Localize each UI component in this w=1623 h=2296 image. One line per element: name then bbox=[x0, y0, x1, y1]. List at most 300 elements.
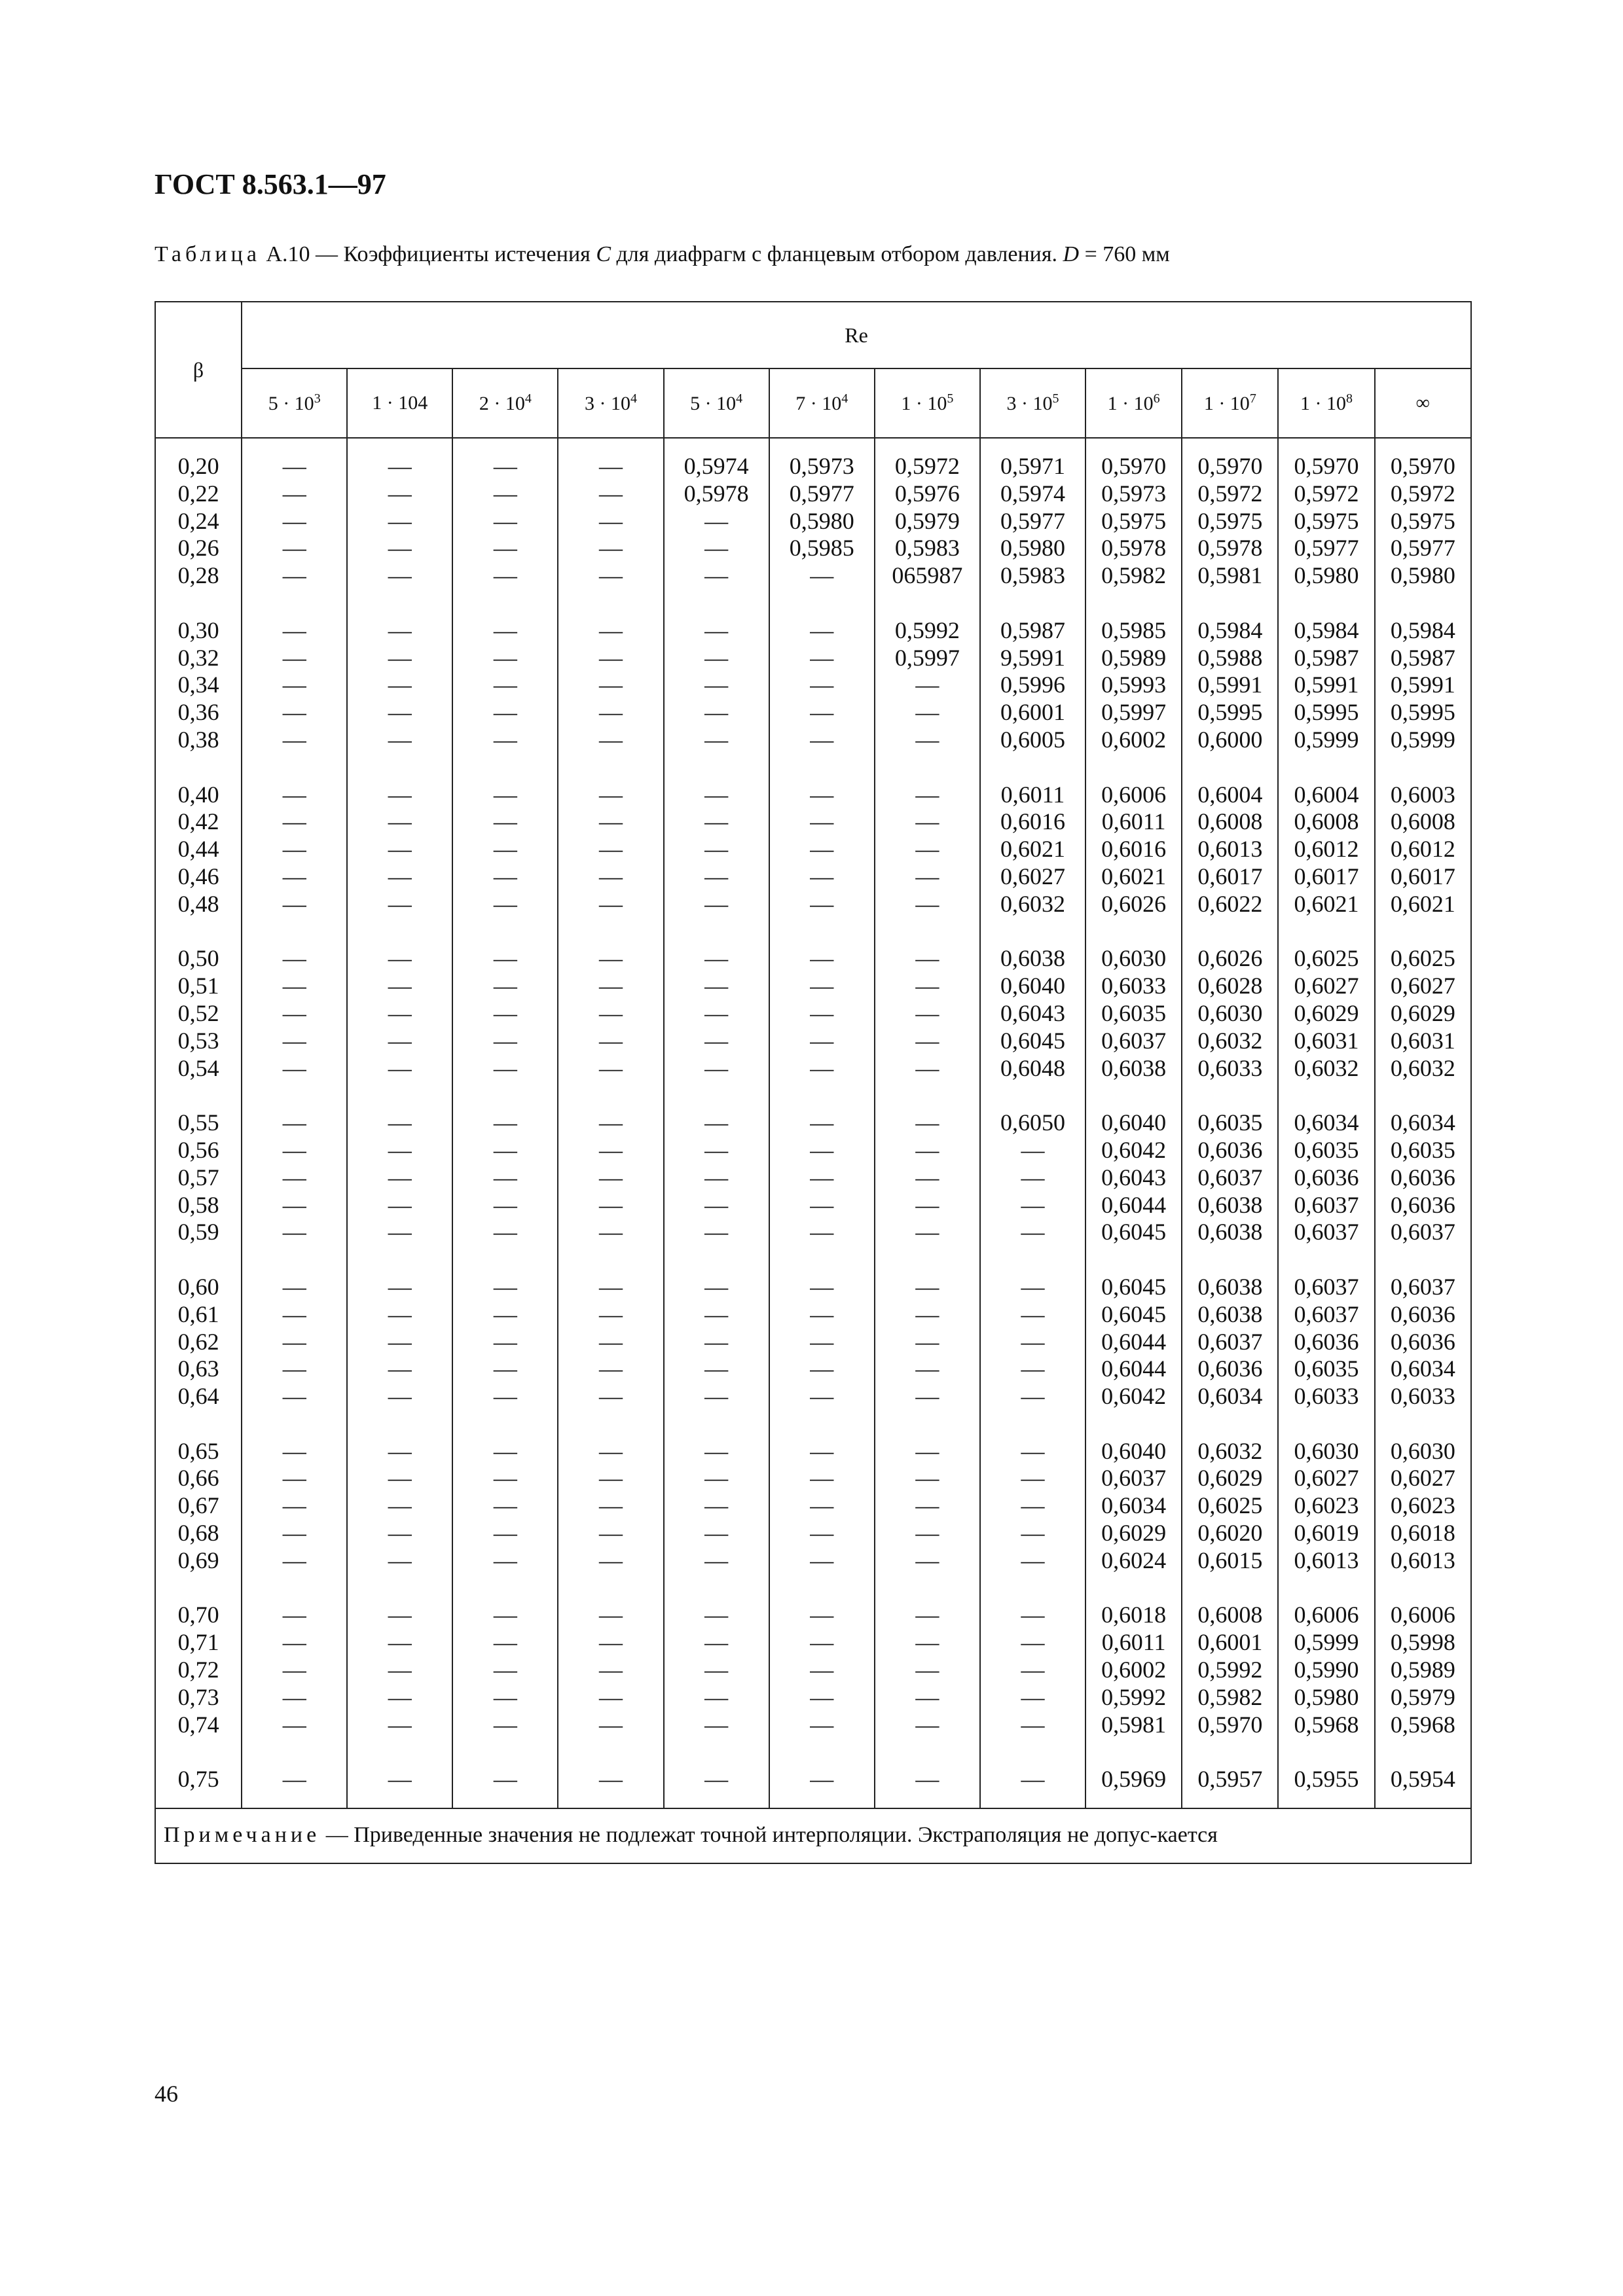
table-body-row bbox=[155, 438, 1471, 1808]
table-cell: — bbox=[388, 945, 412, 972]
table-cell: — bbox=[704, 1492, 729, 1519]
table-cell: — bbox=[915, 1629, 939, 1656]
table-cell: — bbox=[599, 945, 623, 972]
table-cell: — bbox=[915, 973, 939, 999]
table-cell: — bbox=[599, 1300, 623, 1327]
table-cell: 0,5987 bbox=[1294, 644, 1359, 671]
re-header: Re bbox=[242, 302, 1471, 368]
table-cell: — bbox=[810, 562, 834, 589]
table-cell: — bbox=[704, 1328, 729, 1355]
table-cell: 0,6017 bbox=[1390, 863, 1455, 889]
table-cell: — bbox=[915, 1683, 939, 1710]
table-cell: — bbox=[704, 973, 729, 999]
table-cell: — bbox=[704, 1273, 729, 1300]
table-cell: — bbox=[1021, 1300, 1045, 1327]
table-cell: 0,6043 bbox=[1000, 999, 1065, 1026]
table-cell: 0,6037 bbox=[1197, 1164, 1263, 1191]
table-cell: — bbox=[704, 1437, 729, 1464]
table-cell: — bbox=[704, 1355, 729, 1382]
beta-value: 0,70 bbox=[177, 1602, 219, 1628]
table-cell: 0,6036 bbox=[1390, 1328, 1455, 1355]
table-cell: — bbox=[599, 562, 623, 589]
beta-value: 0,58 bbox=[177, 1191, 219, 1218]
table-cell: 0,6021 bbox=[1294, 890, 1359, 917]
column-header bbox=[242, 368, 347, 438]
beta-value: 0,30 bbox=[177, 617, 219, 643]
table-cell: 0,6017 bbox=[1197, 863, 1263, 889]
table-cell: — bbox=[810, 1602, 834, 1628]
column-header bbox=[1375, 368, 1471, 438]
beta-value: 0,22 bbox=[177, 480, 219, 507]
table-cell: — bbox=[282, 1164, 306, 1191]
table-cell: — bbox=[810, 781, 834, 808]
table-cell: 0,5972 bbox=[894, 453, 960, 479]
table-cell: 0,5995 bbox=[1390, 699, 1455, 726]
table-cell: 0,6034 bbox=[1294, 1109, 1359, 1136]
table-cell: 0,5975 bbox=[1294, 507, 1359, 534]
table-cell: — bbox=[599, 453, 623, 479]
table-cell: — bbox=[810, 945, 834, 972]
table-cell: 0,5975 bbox=[1390, 507, 1455, 534]
beta-value: 0,24 bbox=[177, 507, 219, 534]
table-cell: 0,5978 bbox=[1197, 535, 1263, 562]
table-cell: — bbox=[599, 808, 623, 835]
table-cell: 0,6037 bbox=[1294, 1273, 1359, 1300]
table-cell: — bbox=[810, 836, 834, 863]
table-cell: — bbox=[599, 1683, 623, 1710]
table-cell: 0,6045 bbox=[1101, 1219, 1167, 1246]
table-cell: 0,5979 bbox=[1390, 1683, 1455, 1710]
table-cell: — bbox=[810, 644, 834, 671]
table-cell: 0,6027 bbox=[1294, 1465, 1359, 1492]
table-cell: 0,6004 bbox=[1197, 781, 1263, 808]
column-header-base: 2 · 10 bbox=[479, 393, 525, 414]
table-cell: — bbox=[282, 1520, 306, 1547]
table-cell: — bbox=[388, 973, 412, 999]
table-cell: — bbox=[704, 1027, 729, 1054]
column-header-exponent: 8 bbox=[1346, 391, 1353, 406]
value-column bbox=[1085, 438, 1182, 1808]
table-cell: — bbox=[493, 1164, 517, 1191]
table-cell: — bbox=[704, 1657, 729, 1683]
table-cell: — bbox=[599, 507, 623, 534]
table-cell: — bbox=[704, 1300, 729, 1327]
table-cell: — bbox=[599, 781, 623, 808]
caption-symbol-d: D bbox=[1063, 242, 1080, 266]
beta-column bbox=[155, 438, 242, 1808]
table-cell: 0,5970 bbox=[1294, 453, 1359, 479]
beta-value: 0,67 bbox=[177, 1492, 219, 1519]
beta-value: 0,40 bbox=[177, 781, 219, 808]
table-cell: 0,5990 bbox=[1294, 1657, 1359, 1683]
table-cell: 0,5980 bbox=[789, 507, 854, 534]
table-cell: — bbox=[493, 1465, 517, 1492]
table-note bbox=[155, 1808, 1471, 1863]
table-cell: — bbox=[599, 836, 623, 863]
beta-value: 0,36 bbox=[177, 699, 219, 726]
table-cell: — bbox=[1021, 1766, 1045, 1793]
table-cell: 0,6030 bbox=[1294, 1437, 1359, 1464]
column-header-exponent: 4 bbox=[524, 391, 532, 406]
table-cell: — bbox=[599, 672, 623, 698]
table-cell: 0,6008 bbox=[1197, 1602, 1263, 1628]
table-cell: — bbox=[493, 1300, 517, 1327]
table-cell: — bbox=[915, 836, 939, 863]
table-cell: 0,5997 bbox=[894, 644, 960, 671]
table-cell: — bbox=[388, 617, 412, 643]
column-header-base: 7 · 10 bbox=[795, 393, 842, 414]
table-cell: 0,5980 bbox=[1390, 562, 1455, 589]
table-cell: — bbox=[388, 1657, 412, 1683]
column-header-exponent: 5 bbox=[1052, 391, 1059, 406]
table-cell: 0,6037 bbox=[1197, 1328, 1263, 1355]
table-cell: 0,6045 bbox=[1000, 1027, 1065, 1054]
column-header bbox=[769, 368, 875, 438]
table-cell: 0,5984 bbox=[1197, 617, 1263, 643]
table-cell: 0,6044 bbox=[1101, 1191, 1167, 1218]
table-cell: — bbox=[1021, 1355, 1045, 1382]
table-cell: — bbox=[493, 535, 517, 562]
table-cell: 0,5968 bbox=[1390, 1711, 1455, 1738]
table-cell: — bbox=[810, 1219, 834, 1246]
table-cell: 0,6026 bbox=[1101, 890, 1167, 917]
table-cell: — bbox=[493, 1355, 517, 1382]
table-cell: 0,5979 bbox=[894, 507, 960, 534]
table-cell: — bbox=[493, 562, 517, 589]
table-cell: 0,6040 bbox=[1101, 1109, 1167, 1136]
beta-value: 0,66 bbox=[177, 1465, 219, 1492]
table-cell: 0,6002 bbox=[1101, 726, 1167, 753]
caption-text: А.10 — Коэффициенты истечения bbox=[266, 242, 596, 266]
table-cell: — bbox=[493, 890, 517, 917]
table-cell: — bbox=[282, 1219, 306, 1246]
beta-value: 0,20 bbox=[177, 453, 219, 479]
table-cell: 0,6001 bbox=[1000, 699, 1065, 726]
column-header-exponent: 3 bbox=[314, 391, 321, 406]
beta-value: 0,38 bbox=[177, 726, 219, 753]
table-cell: — bbox=[282, 1766, 306, 1793]
table-cell: — bbox=[599, 617, 623, 643]
page-number: 46 bbox=[155, 2081, 178, 2107]
table-cell: 0,5981 bbox=[1101, 1711, 1167, 1738]
table-cell: 0,5982 bbox=[1197, 1683, 1263, 1710]
table-cell: 0,6013 bbox=[1294, 1547, 1359, 1573]
column-header-exponent: 6 bbox=[1153, 391, 1160, 406]
table-cell: — bbox=[282, 1465, 306, 1492]
table-cell: — bbox=[388, 1273, 412, 1300]
table-cell: — bbox=[915, 1657, 939, 1683]
caption-label: Таблица bbox=[155, 242, 261, 266]
table-cell: 0,5987 bbox=[1000, 617, 1065, 643]
table-cell: 0,6029 bbox=[1294, 999, 1359, 1026]
table-cell: 0,6034 bbox=[1197, 1383, 1263, 1410]
table-cell: 0,6036 bbox=[1390, 1164, 1455, 1191]
table-cell: — bbox=[704, 1547, 729, 1573]
table-cell: — bbox=[599, 1219, 623, 1246]
table-cell: — bbox=[704, 1629, 729, 1656]
table-cell: — bbox=[704, 726, 729, 753]
table-cell: — bbox=[704, 617, 729, 643]
table-cell: 0,6035 bbox=[1197, 1109, 1263, 1136]
table-cell: 0,5988 bbox=[1197, 644, 1263, 671]
table-cell: 0,6040 bbox=[1101, 1437, 1167, 1464]
table-cell: — bbox=[282, 1602, 306, 1628]
table-cell: 0,6029 bbox=[1390, 999, 1455, 1026]
table-cell: — bbox=[704, 562, 729, 589]
table-cell: 0,6004 bbox=[1294, 781, 1359, 808]
table-cell: — bbox=[493, 453, 517, 479]
table-cell: — bbox=[388, 1027, 412, 1054]
table-cell: — bbox=[388, 1300, 412, 1327]
table-cell: 0,5991 bbox=[1294, 672, 1359, 698]
table-cell: — bbox=[810, 890, 834, 917]
table-cell: — bbox=[282, 480, 306, 507]
table-cell: 0,6033 bbox=[1390, 1383, 1455, 1410]
table-cell: — bbox=[915, 726, 939, 753]
beta-header: β bbox=[155, 302, 242, 438]
beta-value: 0,71 bbox=[177, 1629, 219, 1656]
table-cell: — bbox=[915, 699, 939, 726]
column-header bbox=[664, 368, 769, 438]
table-cell: 0,6037 bbox=[1101, 1027, 1167, 1054]
table-cell: 0,5974 bbox=[684, 453, 749, 479]
table-cell: — bbox=[810, 1547, 834, 1573]
value-column bbox=[558, 438, 663, 1808]
column-header-exponent: 7 bbox=[1249, 391, 1256, 406]
table-cell: 0,6002 bbox=[1101, 1657, 1167, 1683]
table-cell: 0,5980 bbox=[1000, 535, 1065, 562]
beta-value: 0,68 bbox=[177, 1520, 219, 1547]
table-cell: 0,5989 bbox=[1390, 1657, 1455, 1683]
table-cell: — bbox=[282, 1629, 306, 1656]
table-cell: 0,5970 bbox=[1197, 1711, 1263, 1738]
table-cell: — bbox=[599, 1602, 623, 1628]
value-column bbox=[1375, 438, 1471, 1808]
table-cell: 0,6032 bbox=[1197, 1437, 1263, 1464]
beta-value: 0,28 bbox=[177, 562, 219, 589]
table-cell: 0,5977 bbox=[789, 480, 854, 507]
table-cell: — bbox=[915, 1547, 939, 1573]
table-cell: — bbox=[388, 1711, 412, 1738]
table-cell: — bbox=[282, 945, 306, 972]
table-cell: — bbox=[599, 1027, 623, 1054]
table-cell: 0,6012 bbox=[1390, 836, 1455, 863]
table-cell: 0,5973 bbox=[789, 453, 854, 479]
table-cell: — bbox=[599, 1657, 623, 1683]
column-header-base: 1 · 10 bbox=[1203, 393, 1250, 414]
table-cell: — bbox=[282, 672, 306, 698]
table-cell: 0,6037 bbox=[1294, 1219, 1359, 1246]
table-cell: — bbox=[1021, 1191, 1045, 1218]
table-cell: 0,6036 bbox=[1390, 1300, 1455, 1327]
table-cell: — bbox=[282, 644, 306, 671]
table-cell: — bbox=[599, 644, 623, 671]
table-cell: 0,6000 bbox=[1197, 726, 1263, 753]
table-cell: 0,5970 bbox=[1197, 453, 1263, 479]
table-cell: — bbox=[599, 699, 623, 726]
table-cell: 0,6006 bbox=[1390, 1602, 1455, 1628]
table-cell: 0,6016 bbox=[1000, 808, 1065, 835]
table-cell: 0,5969 bbox=[1101, 1766, 1167, 1793]
table-cell: — bbox=[915, 1711, 939, 1738]
table-cell: — bbox=[282, 863, 306, 889]
table-cell: — bbox=[388, 699, 412, 726]
table-cell: — bbox=[599, 1465, 623, 1492]
column-header-base: 1 · 10 bbox=[1107, 393, 1154, 414]
table-cell: — bbox=[810, 808, 834, 835]
table-cell: — bbox=[1021, 1328, 1045, 1355]
table-cell: 0,5972 bbox=[1390, 480, 1455, 507]
table-cell: — bbox=[810, 699, 834, 726]
table-cell: — bbox=[388, 1766, 412, 1793]
table-cell: 0,6027 bbox=[1000, 863, 1065, 889]
table-cell: — bbox=[599, 890, 623, 917]
table-cell: 0,6011 bbox=[1000, 781, 1065, 808]
table-cell: — bbox=[282, 973, 306, 999]
table-cell: — bbox=[810, 1629, 834, 1656]
note-text: — Приведенные значения не подлежат точной интерполяции. Экстраполяция не допус-кается bbox=[320, 1823, 1218, 1848]
beta-value: 0,26 bbox=[177, 535, 219, 562]
table-cell: — bbox=[1021, 1492, 1045, 1519]
table-cell: — bbox=[810, 1711, 834, 1738]
table-cell: — bbox=[493, 1054, 517, 1081]
table-cell: — bbox=[493, 836, 517, 863]
column-header bbox=[980, 368, 1085, 438]
column-header bbox=[1085, 368, 1182, 438]
table-cell: — bbox=[493, 973, 517, 999]
table-cell: — bbox=[388, 453, 412, 479]
table-cell: — bbox=[599, 973, 623, 999]
table-cell: — bbox=[599, 1492, 623, 1519]
table-cell: — bbox=[704, 1219, 729, 1246]
table-cell: — bbox=[1021, 1602, 1045, 1628]
table-cell: — bbox=[599, 1054, 623, 1081]
table-cell: — bbox=[493, 945, 517, 972]
table-cell: — bbox=[704, 672, 729, 698]
table-cell: — bbox=[282, 1054, 306, 1081]
table-cell: — bbox=[388, 1465, 412, 1492]
table-cell: 0,6037 bbox=[1101, 1465, 1167, 1492]
beta-value: 0,74 bbox=[177, 1711, 219, 1738]
table-cell: 0,5981 bbox=[1197, 562, 1263, 589]
table-cell: — bbox=[388, 562, 412, 589]
caption-symbol-c: С bbox=[596, 242, 611, 266]
table-cell: — bbox=[915, 1191, 939, 1218]
value-column bbox=[452, 438, 558, 1808]
table-cell: 0,6031 bbox=[1390, 1027, 1455, 1054]
table-cell: — bbox=[915, 1355, 939, 1382]
table-cell: — bbox=[915, 1492, 939, 1519]
caption-text-2: для диафрагм с фланцевым отбором давления. bbox=[611, 242, 1063, 266]
table-cell: 0,6042 bbox=[1101, 1136, 1167, 1163]
beta-value: 0,61 bbox=[177, 1300, 219, 1327]
table-cell: — bbox=[493, 1602, 517, 1628]
table-cell: — bbox=[493, 1383, 517, 1410]
table-cell: 0,5982 bbox=[1101, 562, 1167, 589]
table-cell: — bbox=[282, 1109, 306, 1136]
beta-value: 0,73 bbox=[177, 1683, 219, 1710]
table-cell: — bbox=[599, 1383, 623, 1410]
table-cell: 0,6024 bbox=[1101, 1547, 1167, 1573]
table-cell: 0,5970 bbox=[1390, 453, 1455, 479]
table-cell: 0,6003 bbox=[1390, 781, 1455, 808]
table-cell: 0,5992 bbox=[1197, 1657, 1263, 1683]
table-cell: 0,6038 bbox=[1101, 1054, 1167, 1081]
table-cell: — bbox=[599, 1437, 623, 1464]
table-cell: 0,5999 bbox=[1390, 726, 1455, 753]
table-cell: — bbox=[915, 1328, 939, 1355]
table-cell: — bbox=[599, 480, 623, 507]
table-cell: — bbox=[704, 699, 729, 726]
table-cell: 0,6038 bbox=[1197, 1300, 1263, 1327]
value-column bbox=[347, 438, 452, 1808]
table-cell: 0,5993 bbox=[1101, 672, 1167, 698]
table-cell: — bbox=[282, 781, 306, 808]
table-cell: — bbox=[493, 808, 517, 835]
table-cell: — bbox=[599, 1766, 623, 1793]
table-cell: 0,5999 bbox=[1294, 1629, 1359, 1656]
table-cell: — bbox=[282, 726, 306, 753]
table-cell: — bbox=[915, 890, 939, 917]
table-cell: 0,6013 bbox=[1390, 1547, 1455, 1573]
table-cell: — bbox=[388, 1437, 412, 1464]
table-cell: 0,6044 bbox=[1101, 1355, 1167, 1382]
beta-value: 0,48 bbox=[177, 890, 219, 917]
beta-value: 0,59 bbox=[177, 1219, 219, 1246]
table-cell: — bbox=[810, 1437, 834, 1464]
beta-value: 0,56 bbox=[177, 1136, 219, 1163]
table-cell: 0,6038 bbox=[1197, 1191, 1263, 1218]
table-cell: 0,5980 bbox=[1294, 1683, 1359, 1710]
table-cell: 0,5997 bbox=[1101, 699, 1167, 726]
table-cell: — bbox=[704, 808, 729, 835]
table-cell: — bbox=[493, 1629, 517, 1656]
table-cell: 0,6018 bbox=[1101, 1602, 1167, 1628]
column-header-exponent: 5 bbox=[947, 391, 954, 406]
table-cell: 0,5991 bbox=[1390, 672, 1455, 698]
table-cell: — bbox=[282, 562, 306, 589]
table-cell: — bbox=[388, 726, 412, 753]
column-header bbox=[347, 368, 452, 438]
table-cell: — bbox=[282, 699, 306, 726]
table-cell: 0,6011 bbox=[1101, 1629, 1166, 1656]
table-cell: — bbox=[810, 1164, 834, 1191]
table-cell: 0,5995 bbox=[1197, 699, 1263, 726]
table-cell: — bbox=[704, 1465, 729, 1492]
table-cell: — bbox=[915, 945, 939, 972]
column-header-base: 3 · 10 bbox=[585, 393, 631, 414]
column-header-base: ∞ bbox=[1415, 392, 1430, 414]
beta-value: 0,55 bbox=[177, 1109, 219, 1136]
table-cell: 0,5985 bbox=[789, 535, 854, 562]
table-cell: 0,6037 bbox=[1294, 1191, 1359, 1218]
table-cell: — bbox=[915, 1136, 939, 1163]
table-cell: — bbox=[810, 726, 834, 753]
beta-value: 0,69 bbox=[177, 1547, 219, 1573]
table-cell: 0,6045 bbox=[1101, 1300, 1167, 1327]
beta-value: 0,60 bbox=[177, 1273, 219, 1300]
beta-value: 0,52 bbox=[177, 999, 219, 1026]
table-cell: — bbox=[810, 1136, 834, 1163]
table-cell: 0,6034 bbox=[1390, 1109, 1455, 1136]
table-cell: — bbox=[810, 1355, 834, 1382]
table-cell: 0,6037 bbox=[1294, 1300, 1359, 1327]
table-cell: — bbox=[388, 1219, 412, 1246]
table-cell: 0,5974 bbox=[1000, 480, 1065, 507]
table-cell: — bbox=[810, 1492, 834, 1519]
table-cell: — bbox=[810, 1683, 834, 1710]
table-cell: 0,6026 bbox=[1197, 945, 1263, 972]
